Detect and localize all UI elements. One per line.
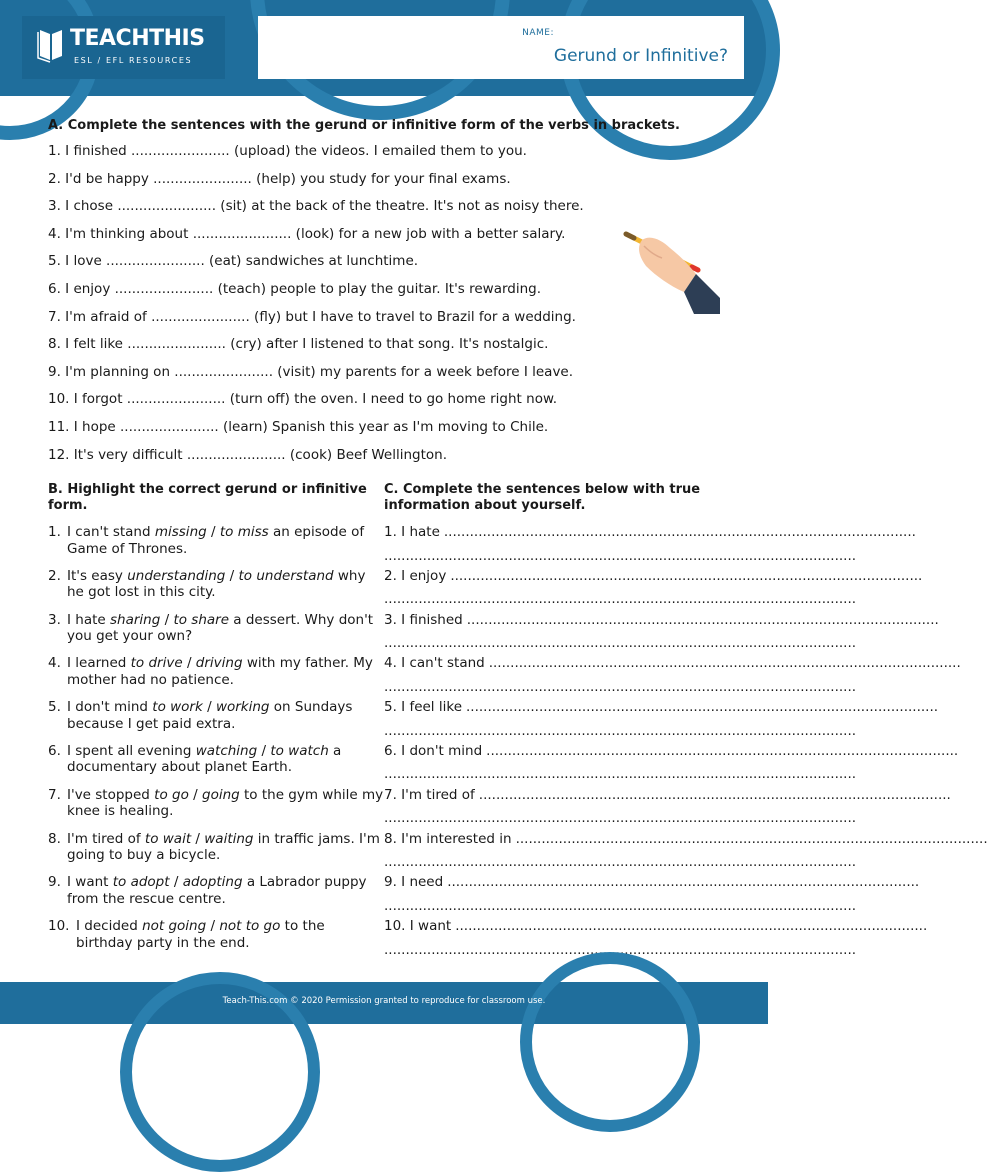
item-text-before: I can't stand [67, 524, 155, 540]
item-text [67, 743, 384, 787]
footer-copyright: Teach-This.com © 2020 Permission granted to reproduce for classroom use. [222, 996, 546, 1006]
answer-line-first[interactable] [384, 655, 961, 672]
section-b-item [48, 874, 384, 918]
item-text-before: I hate [67, 611, 110, 628]
section-b-item [48, 918, 384, 962]
item-number: 1. [48, 524, 61, 540]
option-first[interactable]: missing [154, 524, 207, 540]
book-icon [36, 26, 64, 62]
item-text [67, 524, 384, 568]
section-b-item [48, 655, 384, 699]
section-a-item: 6. I enjoy ....................... (teach) people to play the guitar. It's rewarding. [48, 280, 542, 297]
answer-dots: .............................................................................................................. [466, 699, 939, 716]
answer-dots: .............................................................................................................. [447, 874, 920, 891]
item-number: 7. [48, 786, 61, 803]
answer-line-second[interactable]: .............................................................................................................. [384, 635, 857, 652]
section-c-title: C. Complete the sentences below with true information about yourself. [384, 482, 701, 513]
footer [0, 982, 768, 1024]
section-a-item: 5. I love ....................... (eat) sandwiches at lunchtime. [48, 253, 419, 270]
prompt-text: 9. I need [384, 874, 444, 891]
section-a-item: 10. I forgot ....................... (turn off) the oven. I need to go home right now. [48, 391, 558, 408]
prompt-text: 10. I want [384, 918, 452, 935]
option-first[interactable]: to go [154, 786, 189, 803]
item-text [67, 568, 384, 612]
answer-line-second[interactable]: .............................................................................................................. [384, 766, 857, 783]
answer-line-second[interactable]: .............................................................................................................. [384, 897, 857, 914]
option-first[interactable]: not going [142, 918, 207, 935]
answer-line-first[interactable] [384, 830, 988, 848]
item-text [67, 831, 384, 875]
item-number: 3. [48, 611, 61, 628]
prompt-text: 6. I don't mind [384, 742, 483, 759]
answer-line-second[interactable]: .............................................................................................................. [384, 678, 857, 695]
item-text-after: to the gym while my knee is healing. [67, 786, 384, 820]
option-second[interactable]: to miss [219, 524, 269, 540]
item-text-after: a Labrador puppy from the rescue centre. [67, 874, 367, 907]
section-a-item: 9. I'm planning on ....................... (visit) my parents for a week before I leave. [48, 363, 574, 380]
item-number: 4. [48, 655, 61, 672]
section-b-list [48, 524, 384, 962]
option-first[interactable]: to wait [144, 830, 192, 847]
prompt-text: 8. I'm interested in [384, 830, 512, 847]
section-c-item [384, 786, 951, 831]
decorative-swirl [520, 952, 700, 1132]
section-b-title: B. Highlight the correct gerund or infinitive form. [48, 482, 367, 513]
section-b-item [48, 524, 384, 568]
section-c-item [384, 918, 928, 962]
section-c-item [384, 742, 959, 787]
name-box [258, 16, 744, 79]
section-c [384, 482, 988, 962]
option-second[interactable]: not to go [219, 918, 281, 935]
section-b-item [48, 699, 384, 743]
answer-line-first[interactable] [384, 699, 939, 716]
option-separator: / [257, 742, 271, 759]
answer-dots: .............................................................................................................. [515, 830, 988, 847]
section-b [48, 482, 384, 962]
answer-dots: .............................................................................................................. [443, 524, 916, 540]
option-first[interactable]: to work [152, 699, 203, 716]
item-text-after: a dessert. Why don't you get your own? [67, 611, 374, 645]
section-c-item [384, 655, 961, 699]
option-separator: / [188, 786, 202, 803]
worksheet-title: Gerund or Infinitive? [553, 46, 728, 66]
prompt-text: 7. I'm tired of [384, 786, 475, 803]
prompt-text: 2. I enjoy [384, 567, 447, 584]
section-c-item [384, 830, 988, 875]
logo-subtitle: ESL / EFL RESOURCES [74, 56, 193, 65]
item-text-after: with my father. My mother had no patience. [67, 655, 373, 688]
item-text-before: I want [67, 874, 113, 891]
section-a-item: 1. I finished ....................... (upload) the videos. I emailed them to you. [48, 143, 527, 159]
section-b-item [48, 612, 384, 656]
section-a-item: 2. I'd be happy ....................... (help) you study for your final exams. [48, 170, 511, 187]
answer-line-first[interactable] [384, 567, 923, 585]
item-text-after: on Sundays because I get paid extra. [67, 699, 353, 732]
answer-line-second[interactable]: .............................................................................................................. [384, 810, 857, 827]
item-number: 5. [48, 699, 61, 716]
item-text [67, 612, 384, 656]
answer-line-first[interactable] [384, 918, 928, 935]
section-c-item [384, 611, 939, 656]
prompt-text: 5. I feel like [384, 699, 462, 716]
option-separator: / [225, 567, 239, 584]
answer-line-first[interactable] [384, 524, 916, 541]
item-text-after: in traffic jams. I'm going to buy a bicycle. [67, 830, 380, 864]
name-label: NAME: [522, 28, 554, 38]
item-text-after: a documentary about planet Earth. [67, 742, 342, 776]
answer-dots: .............................................................................................................. [478, 786, 951, 803]
section-a-item: 12. It's very difficult ....................... (cook) Beef Wellington. [48, 446, 448, 463]
answer-line-first[interactable] [384, 611, 939, 629]
answer-dots: .............................................................................................................. [488, 655, 961, 672]
option-first[interactable]: to adopt [112, 874, 170, 891]
option-first[interactable]: to drive [130, 655, 183, 672]
item-number: 6. [48, 742, 61, 759]
section-b-item [48, 831, 384, 875]
item-text-before: I spent all evening [67, 742, 196, 759]
section-b-item [48, 787, 384, 831]
option-second[interactable]: going [202, 786, 240, 803]
item-text-after: an episode of Game of Thrones. [67, 524, 365, 557]
logo [22, 16, 225, 79]
item-text-before: I'm tired of [67, 830, 145, 847]
section-a-item: 11. I hope ....................... (learn) Spanish this year as I'm moving to Chile. [48, 418, 549, 435]
option-first[interactable]: understanding [127, 567, 226, 584]
option-second[interactable]: to understand [238, 567, 334, 584]
section-a-item: 7. I'm afraid of ....................... (fly) but I have to travel to Brazil for a wedding. [48, 308, 576, 325]
header-banner [0, 0, 768, 96]
option-first[interactable]: watching [195, 742, 258, 759]
answer-dots: .............................................................................................................. [450, 567, 923, 584]
option-separator: / [206, 524, 220, 540]
answer-line-second[interactable]: .............................................................................................................. [384, 722, 857, 739]
item-text [67, 787, 384, 831]
answer-line-second[interactable]: .............................................................................................................. [384, 591, 857, 608]
item-text [67, 655, 384, 699]
section-c-list [384, 524, 988, 962]
item-text-before: I decided [76, 918, 143, 935]
option-separator: / [169, 874, 183, 891]
option-separator: / [182, 655, 196, 672]
section-c-item [384, 874, 920, 918]
option-second[interactable]: adopting [182, 874, 243, 891]
section-a-item: 8. I felt like ....................... (cry) after I listened to that song. It's nostalgic. [48, 336, 549, 353]
option-second[interactable]: waiting [204, 830, 254, 847]
section-c-item [384, 524, 916, 568]
prompt-text: 1. I hate [384, 524, 440, 540]
option-second[interactable]: working [215, 699, 270, 716]
item-text-before: It's easy [67, 567, 128, 584]
prompt-text: 3. I finished [384, 611, 463, 628]
logo-text: TEACHTHIS [70, 26, 205, 51]
item-text-after: why he got lost in this city. [67, 567, 366, 601]
answer-line-second[interactable]: .............................................................................................................. [384, 941, 857, 958]
option-separator: / [202, 699, 216, 716]
item-number: 9. [48, 874, 61, 891]
prompt-text: 4. I can't stand [384, 655, 485, 672]
section-b-item [48, 568, 384, 612]
option-separator: / [191, 830, 205, 847]
answer-dots: .............................................................................................................. [455, 918, 928, 935]
item-number: 10. [48, 918, 70, 935]
answer-dots: .............................................................................................................. [486, 742, 959, 759]
answer-line-first[interactable] [384, 786, 951, 804]
item-text-after: to the birthday party in the end. [76, 918, 325, 951]
section-a-item: 3. I chose ....................... (sit) at the back of the theatre. It's not as noisy there. [48, 198, 584, 215]
item-text-before: I've stopped [67, 786, 155, 803]
section-b-item [48, 743, 384, 787]
section-c-item [384, 567, 923, 612]
answer-dots: .............................................................................................................. [466, 611, 939, 628]
item-text [76, 918, 384, 962]
answer-line-second[interactable]: .............................................................................................................. [384, 547, 857, 564]
option-second[interactable]: driving [195, 655, 243, 672]
item-text [67, 874, 384, 918]
section-a-item: 4. I'm thinking about ....................... (look) for a new job with a better salary. [48, 225, 566, 242]
answer-line-first[interactable] [384, 874, 920, 891]
option-first[interactable]: sharing [110, 611, 161, 628]
option-separator: / [160, 611, 174, 628]
answer-line-first[interactable] [384, 742, 959, 760]
answer-line-second[interactable]: .............................................................................................................. [384, 854, 857, 871]
option-second[interactable]: to watch [270, 742, 329, 759]
hand-writing-pencil-icon [622, 226, 722, 314]
option-separator: / [206, 918, 220, 935]
item-text [67, 699, 384, 743]
section-c-item [384, 699, 939, 743]
option-second[interactable]: to share [173, 611, 229, 628]
item-number: 2. [48, 567, 61, 584]
item-text-before: I don't mind [67, 699, 153, 716]
item-number: 8. [48, 830, 61, 847]
item-text-before: I learned [67, 655, 131, 672]
section-a-title: A. Complete the sentences with the gerund or infinitive form of the verbs in brackets. [48, 118, 680, 133]
